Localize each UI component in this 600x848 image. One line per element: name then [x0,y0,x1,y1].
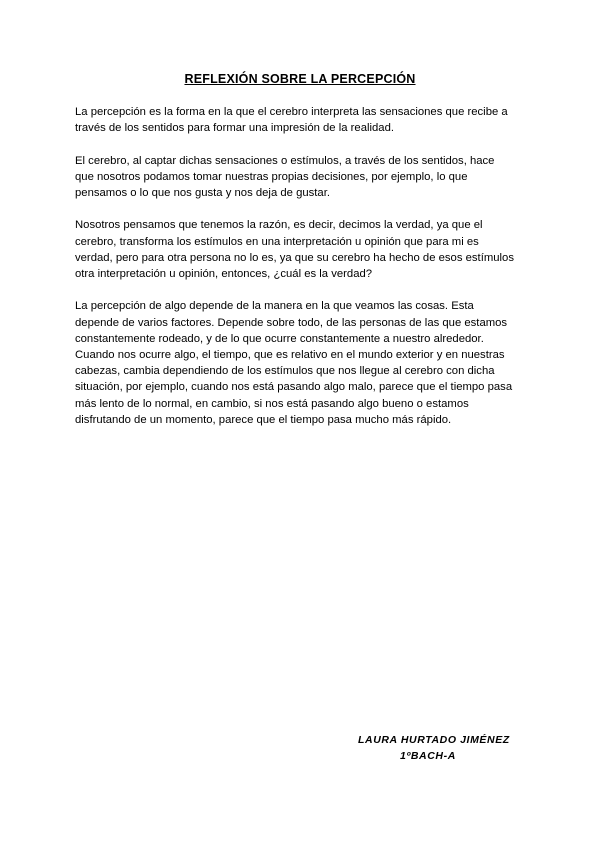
text-line: cabezas, cambia dependiendo de los estímulos que nos llegue al cerebro con dicha [75,365,495,378]
paragraph [70,153,548,202]
text-line: Nosotros pensamos que tenemos la razón, es decir, decimos la verdad, ya que el [75,219,483,232]
signature-block [358,732,528,764]
paragraph [70,217,548,282]
text-line: situación, por ejemplo, cuando nos está pasando algo malo, parece que el tiempo pasa [75,381,513,394]
text-line: que nosotros podamos tomar nuestras propias decisiones, por ejemplo, lo que [75,170,468,183]
paragraph [70,298,548,428]
text-line: cerebro, transforma los estímulos en una interpretación u opinión que para mi es [75,235,479,248]
text-line: depende de varios factores. Depende sobre todo, de las personas de las que estamos [75,316,508,329]
text-line: otra interpretación u opinión, entonces, ¿cuál es la verdad? [75,268,373,280]
page-title: REFLEXIÓN SOBRE LA PERCEPCIÓN [184,72,416,86]
text-line: La percepción es la forma en la que el cerebro interpreta las sensaciones que recibe a [75,106,508,118]
text-line: través de los sentidos para formar una impresión de la realidad. [75,122,394,135]
text-line: más lento de lo normal, en cambio, si nos está pasando algo bueno o estamos [75,397,469,410]
paragraph [70,104,548,136]
text-line: verdad, pero para otra persona no lo es, ya que su cerebro ha hecho de esos estímulos [75,251,514,264]
text-line: La percepción de algo depende de la manera en la que veamos las cosas. Esta [75,300,474,313]
author-class: 1ºBACH-A [400,750,456,762]
document-body [70,104,548,444]
text-line: disfrutando de un momento, parece que el tiempo pasa mucho más rápido. [75,413,452,426]
text-line: constantemente rodeado, y de lo que ocurre constantemente a nuestro alrededor. [75,332,484,345]
text-line: Cuando nos ocurre algo, el tiempo, que es relativo en el mundo exterior y en nuestras [75,349,505,361]
text-line: pensamos o lo que nos gusta y nos deja de gustar. [75,187,330,199]
author-name: LAURA HURTADO JIMÉNEZ [358,734,510,746]
text-line: El cerebro, al captar dichas sensaciones o estímulos, a través de los sentidos, hace [75,154,495,167]
